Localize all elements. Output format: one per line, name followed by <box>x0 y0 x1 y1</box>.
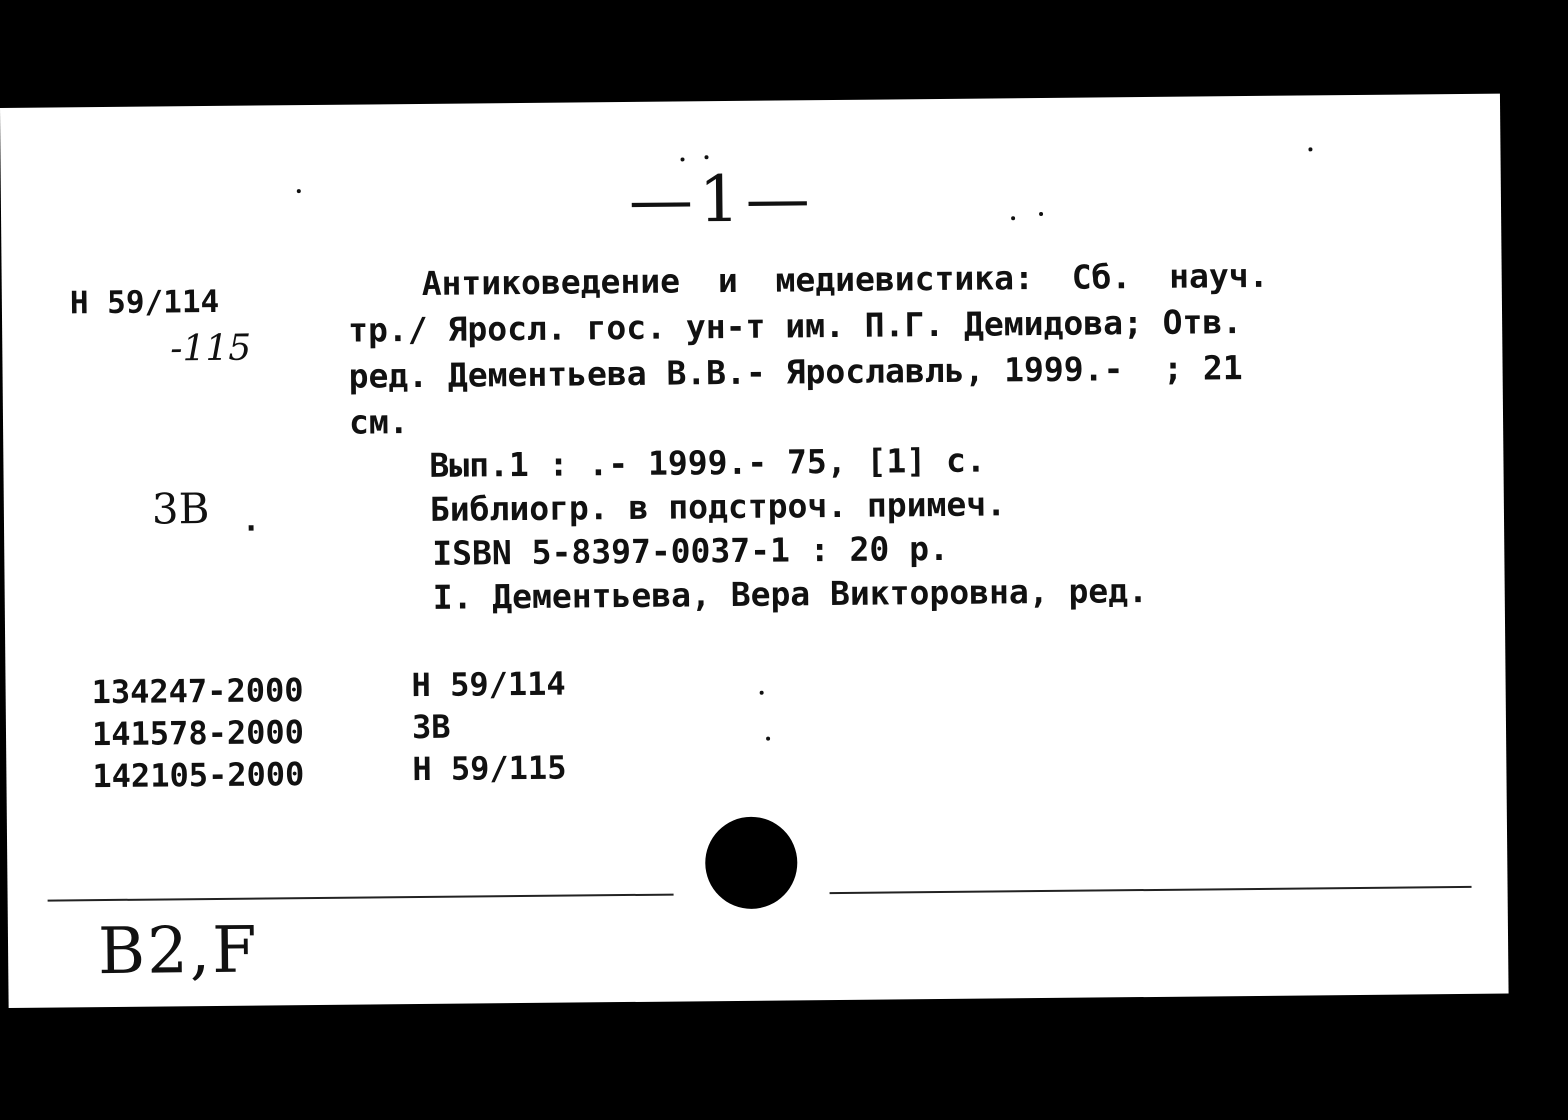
holding-inventory: 142105-2000 <box>92 755 305 796</box>
page-number: —1— <box>628 162 816 238</box>
scan-speck <box>1011 216 1015 220</box>
holding-location: 3В <box>411 707 451 747</box>
punch-hole <box>705 816 798 909</box>
call-number-line-3: 3В <box>151 484 210 534</box>
holding-inventory: 141578-2000 <box>91 713 305 754</box>
scan-speck <box>1039 212 1043 216</box>
catalog-card <box>0 94 1509 1008</box>
description-line-6: Библиогр. в подстроч. примеч. <box>429 484 1007 529</box>
divider-line <box>830 886 1472 894</box>
call-number-line-1: Н 59/114 <box>69 283 220 322</box>
scan-speck <box>297 189 301 193</box>
scan-speck <box>681 157 685 161</box>
scan-speck <box>704 155 708 159</box>
shelf-mark: В2,F <box>97 913 259 990</box>
description-line-1: Антиковедение и медиевистика: Сб. науч. <box>421 255 1269 303</box>
divider-line <box>48 894 674 902</box>
call-number-line-2: -115 <box>170 327 252 370</box>
scan-speck <box>760 691 764 695</box>
holding-location: Н 59/115 <box>412 748 567 789</box>
description-line-8: I. Дементьева, Вера Викторовна, ред. <box>432 571 1149 617</box>
scan-speck <box>766 737 770 741</box>
description-line-5: Вып.1 : .- 1999.- 75, [1] с. <box>429 440 986 485</box>
call-number-dot: . <box>241 503 261 539</box>
description-line-4: см. <box>348 402 409 442</box>
description-line-3: ред. Дементьева В.В.- Ярославль, 1999.- ; 21 <box>348 348 1243 396</box>
holding-location: Н 59/114 <box>411 664 566 705</box>
description-line-2: тр./ Яросл. гос. ун-т им. П.Г. Демидова; Отв. <box>347 302 1243 350</box>
holding-inventory: 134247-2000 <box>91 671 304 712</box>
scan-speck <box>1308 147 1312 151</box>
description-line-7: ISBN 5-8397-0037-1 : 20 р. <box>432 528 950 573</box>
